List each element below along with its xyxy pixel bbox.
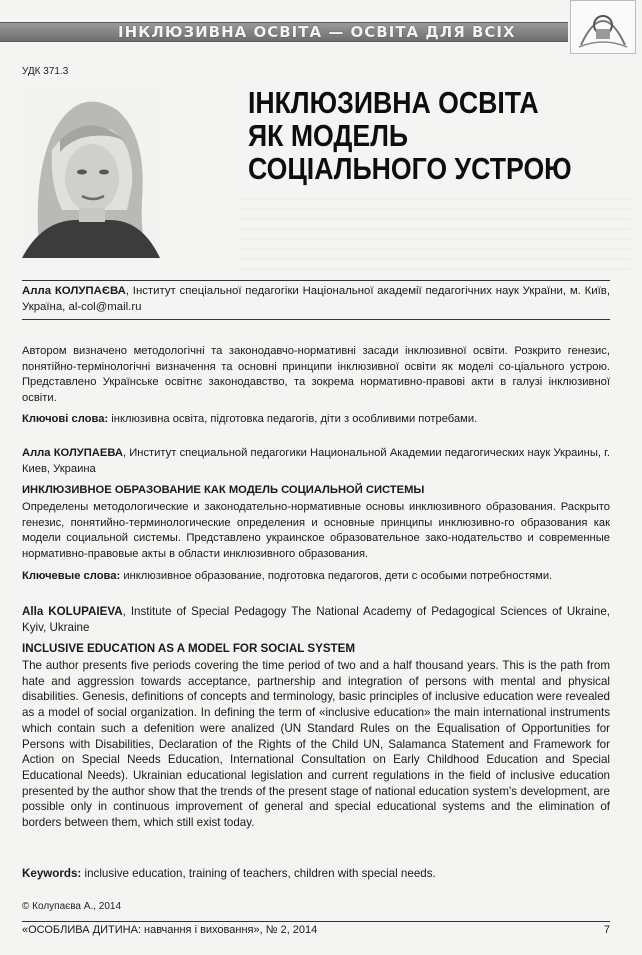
en-keywords-label: Keywords: bbox=[22, 867, 82, 880]
udk-code: УДК 371.3 bbox=[22, 66, 69, 77]
en-keywords bbox=[22, 866, 610, 882]
ru-author-block bbox=[22, 446, 610, 477]
en-keywords-text: inclusive education, training of teachers, children with special needs. bbox=[81, 867, 436, 880]
en-abstract: The author presents five periods covering the time period of two and a half thousand years. This is the path from hate and aggression towards acceptance, partnership and integration of persons with mental and physical disabilities. Genesis, definitions of concepts and terminology, basic principles of inclusive education were revealed as a model of social organization. In defining the term of «inclusive education» the main international instruments which contain such a defenition were analized (UN Standard Rules on the Equalisation of Opportunities for Persons with Disabilities, Declaration of the Rights of the Child UN, Salamanca Statement and Framework for Action on Special Needs Education, International Consultation on Early Childhood Education and Special Educational Needs). Ukrainian educational legislation and current regulations in the field of inclusive education presented by the author show that the trends of the present stage of national education system's development, are possible only in continuous improvement of general and special educational systems and the elimination of borders between them, which still exist today. bbox=[22, 659, 610, 830]
article-title-line-2: ЯК МОДЕЛЬ bbox=[248, 118, 409, 153]
article-title-line-3: СОЦІАЛЬНОГО УСТРОЮ bbox=[248, 151, 572, 186]
ru-keywords-label: Ключевые слова: bbox=[22, 570, 121, 582]
article-title bbox=[248, 86, 575, 185]
bleed-through-texture bbox=[240, 190, 630, 272]
en-affiliation: , Institute of Special Pedagogy The National Academy of Pedagogical Sciences of Ukraine, Kyiv, Ukraine bbox=[22, 605, 610, 634]
ru-abstract: Определены методологические и законодательно-нормативные основы инклюзивного образования. Раскрыто генезис, понятийно-терминологические определения и основные принципы инклюзивно-го образования как модели социальной системы. Представлено украинское образовательное зако-нодательство и современные нормативно-правовые акты в области инклюзивного образования. bbox=[22, 501, 610, 560]
ru-author-name: Алла КОЛУПАЕВА bbox=[22, 447, 123, 459]
article-title-line-1: ІНКЛЮЗИВНА ОСВІТА bbox=[248, 85, 539, 120]
footer-journal-name: «ОСОБЛИВА ДИТИНА: навчання і виховання», № 2, 2014 bbox=[22, 924, 318, 936]
ru-keywords bbox=[22, 569, 610, 585]
ru-keywords-text: инклюзивное образование, подготовка педагогов, дети с особыми потребностями. bbox=[120, 570, 553, 582]
ua-abstract: Автором визначено методологічні та законодавчо-нормативні засади інклюзивної освіти. Розкрито генезис, понятійно-термінологічні визначення та основні принципи інклюзивної освіти як моделі со-ціального устрою. Представлено Українське освітнє законодавство, та зокрема нормативно-правові акти в галузі інклюзивної освіти. bbox=[22, 345, 610, 404]
ua-keywords bbox=[22, 412, 610, 428]
ua-author-block bbox=[22, 284, 610, 315]
ua-keywords-label: Ключові слова: bbox=[22, 413, 109, 425]
journal-emblem-icon bbox=[570, 0, 636, 54]
page-footer bbox=[22, 924, 610, 936]
ua-keywords-text: інклюзивна освіта, підготовка педагогів, діти з особливими потребами. bbox=[108, 413, 478, 425]
footer-rule bbox=[22, 921, 610, 922]
author-photo bbox=[22, 90, 160, 258]
copyright-note: © Колупаєва А., 2014 bbox=[22, 901, 122, 912]
en-title: INCLUSIVE EDUCATION AS A MODEL FOR SOCIAL SYSTEM bbox=[22, 642, 356, 655]
section-header-title: ІНКЛЮЗИВНА ОСВІТА — ОСВІТА ДЛЯ ВСІХ bbox=[118, 23, 516, 41]
author-rule-top bbox=[22, 280, 610, 281]
ua-author-name: Алла КОЛУПАЄВА bbox=[22, 285, 126, 297]
ru-affiliation: , Институт специальной педагогики Национальной Академии педагогических наук Украины, г. Киев, Украина bbox=[22, 447, 610, 475]
en-author-name: Alla KOLUPAIEVA bbox=[22, 605, 123, 618]
author-rule-bottom bbox=[22, 319, 610, 320]
en-author-block bbox=[22, 604, 610, 635]
ua-affiliation: , Інститут спеціальної педагогіки Національної академії педагогічних наук України, м. Київ, Україна, al-col@mail.ru bbox=[22, 285, 610, 313]
page-number: 7 bbox=[603, 924, 610, 936]
ru-title: ИНКЛЮЗИВНОЕ ОБРАЗОВАНИЕ КАК МОДЕЛЬ СОЦИАЛЬНОЙ СИСТЕМЫ bbox=[22, 484, 425, 496]
